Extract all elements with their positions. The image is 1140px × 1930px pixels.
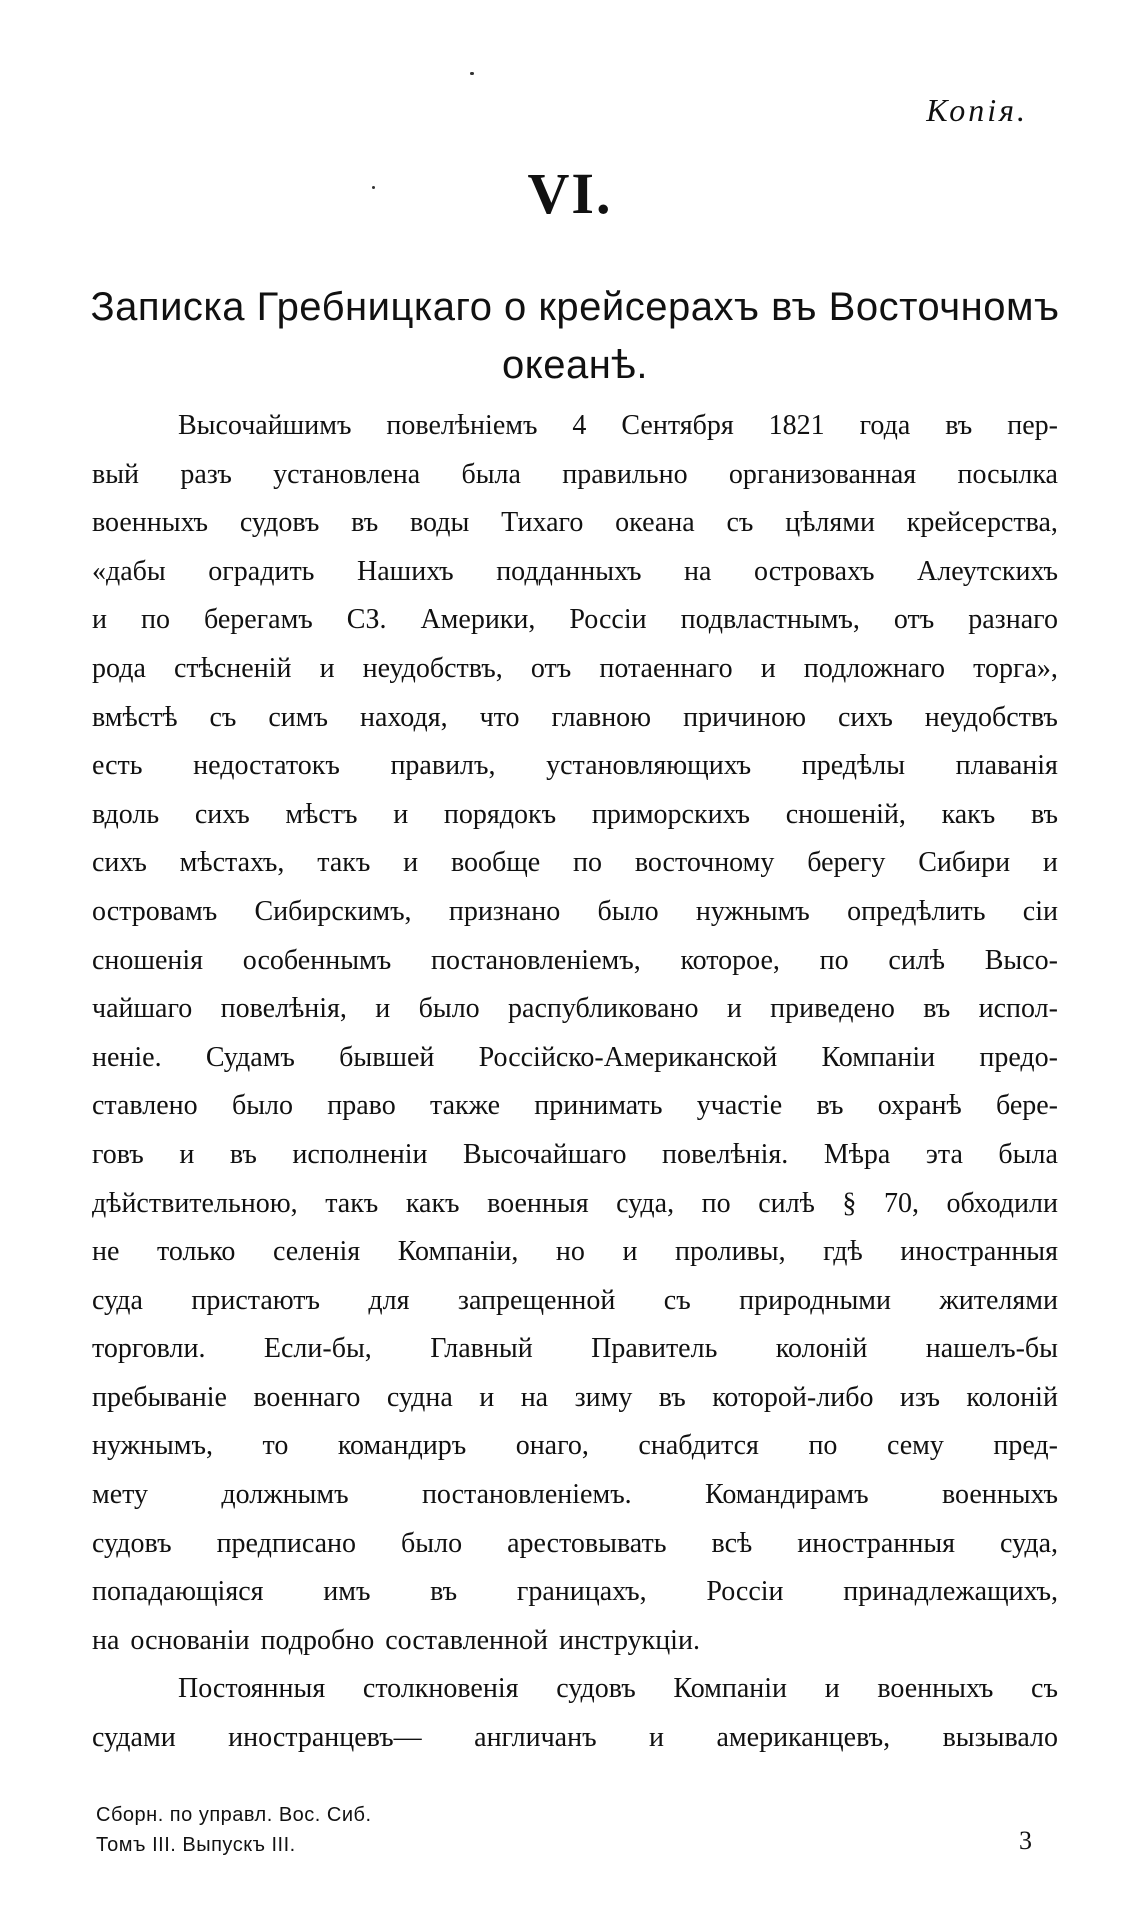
- body-word: зиму: [574, 1381, 633, 1413]
- body-word: Командирамъ: [705, 1479, 869, 1511]
- body-word: суда,: [1000, 1527, 1058, 1559]
- body-word: какъ: [941, 798, 996, 830]
- body-word: §: [842, 1187, 857, 1219]
- body-word: обходили: [946, 1187, 1058, 1219]
- body-word: и: [479, 1381, 495, 1413]
- body-word: командиръ: [337, 1430, 467, 1462]
- body-word: находя,: [359, 701, 448, 733]
- body-word: то: [262, 1430, 289, 1462]
- body-word: жителями: [939, 1284, 1058, 1316]
- body-word: Компаніи: [673, 1673, 788, 1705]
- body-word: пристаютъ: [191, 1284, 321, 1316]
- body-word: неудобствъ,: [362, 652, 503, 684]
- body-word: вый: [92, 458, 140, 490]
- body-word: въ: [923, 993, 951, 1025]
- body-word: Постоянныя: [178, 1673, 326, 1705]
- body-word: постановленіемъ,: [430, 944, 641, 976]
- body-word: сихъ: [92, 847, 147, 879]
- body-word: говъ: [92, 1138, 144, 1170]
- body-word: организованная: [728, 458, 917, 490]
- body-word: было: [418, 993, 480, 1025]
- body-word: въ: [658, 1381, 686, 1413]
- body-word: и: [1042, 847, 1058, 879]
- body-line: [92, 596, 1058, 645]
- body-word: Правитель: [591, 1333, 718, 1365]
- body-word: судовъ: [556, 1673, 636, 1705]
- body-word: была: [998, 1138, 1058, 1170]
- print-speck: [470, 72, 474, 75]
- body-word: такъ: [317, 847, 371, 879]
- body-line: [92, 1277, 1058, 1326]
- body-word: повелѣнія,: [220, 993, 347, 1025]
- page-number: 3: [1019, 1826, 1032, 1855]
- body-line: [92, 1180, 1058, 1229]
- body-word: право: [327, 1090, 396, 1122]
- body-word: порядокъ: [443, 798, 557, 830]
- footer-source-citation: [96, 1800, 372, 1860]
- body-word: повелѣніемъ: [386, 410, 538, 441]
- body-word: воды: [410, 507, 470, 539]
- body-word: мѣстахъ,: [179, 847, 285, 879]
- body-word: эта: [925, 1138, 963, 1170]
- body-word: Высочайшаго: [463, 1138, 627, 1170]
- body-word: подвластнымъ,: [680, 604, 860, 636]
- body-word: потаеннаго: [599, 652, 733, 684]
- body-word: симъ: [268, 701, 328, 733]
- footer-source-line-2: Томъ III. Выпускъ III.: [96, 1834, 296, 1856]
- body-word: Нашихъ: [357, 555, 454, 587]
- title-line-1: Записка Гребницкаго о крейсерахъ въ Восточномъ: [90, 285, 1060, 329]
- body-word: участіе: [696, 1090, 783, 1122]
- body-line: [92, 694, 1058, 743]
- body-line: [92, 985, 1058, 1034]
- body-word: островахъ: [754, 555, 875, 587]
- body-word: охранѣ: [877, 1090, 962, 1122]
- body-word: и: [92, 604, 107, 636]
- body-word: силѣ: [758, 1187, 815, 1219]
- body-word: и: [824, 1673, 840, 1705]
- body-word: по: [573, 847, 602, 879]
- body-word: съ: [209, 701, 237, 733]
- body-word: которое,: [680, 944, 780, 976]
- body-line: [92, 1471, 1058, 1520]
- body-word: только: [156, 1236, 236, 1268]
- body-word: гдѣ: [823, 1236, 863, 1268]
- body-word: военныхъ: [877, 1673, 994, 1705]
- body-line: [92, 1714, 1058, 1763]
- body-word: Алеутскихъ: [917, 555, 1058, 587]
- body-word: признано: [448, 895, 561, 927]
- body-word: пер-: [1007, 410, 1058, 441]
- body-word: Компаніи,: [397, 1236, 519, 1268]
- body-word: англичанъ: [474, 1722, 597, 1754]
- body-word: проливы,: [674, 1236, 786, 1268]
- body-word: плаванія: [955, 750, 1058, 782]
- body-word: чайшаго: [92, 993, 193, 1025]
- body-word: Сибирскимъ,: [254, 895, 412, 927]
- body-word: была: [461, 458, 521, 490]
- body-word: Россійско-Американской: [478, 1041, 778, 1073]
- body-word: бывшей: [339, 1041, 435, 1073]
- body-word: повелѣнія.: [662, 1138, 789, 1170]
- body-word: Высочайшимъ: [178, 410, 352, 441]
- body-word: рода: [92, 652, 146, 684]
- body-word: Россіи: [706, 1576, 784, 1608]
- body-word: иностранныя: [900, 1236, 1058, 1268]
- body-word: имъ: [323, 1576, 371, 1608]
- body-word: приморскихъ: [591, 798, 750, 830]
- body-word: въ: [816, 1090, 844, 1122]
- body-line: [92, 451, 1058, 500]
- body-word: Главный: [430, 1333, 533, 1365]
- body-word: мету: [92, 1479, 149, 1511]
- body-word: исполненіи: [292, 1138, 428, 1170]
- body-word: отъ: [530, 652, 572, 684]
- body-line: [92, 742, 1058, 791]
- body-word: установляющихъ: [546, 750, 752, 782]
- body-word: цѣлями: [785, 507, 875, 539]
- body-word: въ: [229, 1138, 257, 1170]
- body-word: испол-: [978, 993, 1058, 1025]
- body-word: Сибири: [918, 847, 1011, 879]
- body-line: [92, 1325, 1058, 1374]
- body-word: пребываніе: [92, 1381, 227, 1413]
- body-word: и: [375, 993, 391, 1025]
- body-word: 1821: [768, 410, 825, 441]
- body-word: и: [649, 1722, 665, 1754]
- body-word: берегу: [807, 847, 886, 879]
- body-line: [92, 1568, 1058, 1617]
- body-word: составленной: [385, 1624, 548, 1656]
- body-word: военныхъ: [941, 1479, 1058, 1511]
- body-word: суда: [92, 1284, 143, 1316]
- body-word: не: [92, 1236, 120, 1268]
- body-word: по: [701, 1187, 731, 1219]
- body-word: 70,: [883, 1187, 919, 1219]
- body-word: всѣ: [711, 1527, 753, 1559]
- body-line: [92, 888, 1058, 937]
- body-word: суда,: [616, 1187, 675, 1219]
- body-word: недостатокъ: [193, 750, 340, 782]
- body-word: военнаго: [253, 1381, 361, 1413]
- body-word: вообще: [450, 847, 541, 879]
- body-word: островамъ: [92, 895, 218, 927]
- copy-mark: Копія.: [926, 92, 1028, 128]
- body-word: есть: [92, 750, 143, 782]
- body-word: природными: [739, 1284, 892, 1316]
- body-word: судами: [92, 1722, 176, 1754]
- body-word: оградить: [208, 555, 315, 587]
- body-word: принадлежащихъ,: [843, 1576, 1058, 1608]
- body-word: бере-: [995, 1090, 1058, 1122]
- body-word: Если-бы,: [263, 1333, 372, 1365]
- body-word: сихъ: [194, 798, 250, 830]
- body-line: [92, 839, 1058, 888]
- body-line: [92, 499, 1058, 548]
- body-word: причиною: [683, 701, 807, 733]
- body-line: [92, 1665, 1058, 1714]
- body-word: было: [597, 895, 659, 927]
- body-word: американцевъ,: [716, 1722, 891, 1754]
- body-word: вдоль: [92, 798, 160, 830]
- body-word: берегамъ: [203, 604, 313, 636]
- body-word: судовъ: [239, 507, 320, 539]
- body-word: Высо-: [984, 944, 1058, 976]
- body-word: колоній: [966, 1381, 1058, 1413]
- body-word: дѣйствительною,: [92, 1187, 298, 1219]
- body-word: и: [403, 847, 419, 879]
- body-word: Россіи: [569, 604, 647, 636]
- body-word: изъ: [899, 1381, 940, 1413]
- body-word: разнаго: [968, 604, 1058, 636]
- body-word: сему: [886, 1430, 944, 1462]
- body-word: Сентября: [621, 410, 734, 441]
- body-word: по: [140, 604, 170, 636]
- body-word: океана: [615, 507, 695, 539]
- body-word: посылка: [957, 458, 1058, 490]
- body-word: нужнымъ,: [92, 1430, 213, 1462]
- body-word: вмѣстѣ: [92, 701, 178, 733]
- body-line: [92, 1374, 1058, 1423]
- body-word: и: [726, 993, 742, 1025]
- body-word: распубликовано: [508, 993, 699, 1025]
- body-word: нашелъ-бы: [925, 1333, 1058, 1365]
- body-line: [92, 645, 1058, 694]
- body-word: но: [555, 1236, 585, 1268]
- body-word: «дабы: [92, 555, 166, 587]
- body-word: подданныхъ: [496, 555, 642, 587]
- body-word: арестовывать: [507, 1527, 667, 1559]
- body-word: попадающіяся: [92, 1576, 264, 1608]
- body-word: правильно: [562, 458, 688, 490]
- body-word: стѣсненій: [173, 652, 292, 684]
- body-line: [92, 548, 1058, 597]
- body-word: Компаніи: [821, 1041, 936, 1073]
- body-word: приведено: [770, 993, 895, 1025]
- body-word: правилъ,: [390, 750, 496, 782]
- body-word: отъ: [893, 604, 935, 636]
- body-word: пред-: [993, 1430, 1058, 1462]
- body-word: было: [231, 1090, 293, 1122]
- body-word: 4: [572, 410, 587, 441]
- body-line: [92, 1131, 1058, 1180]
- body-word: Судамъ: [205, 1041, 295, 1073]
- body-word: неніе.: [92, 1041, 162, 1073]
- body-line: [92, 791, 1058, 840]
- body-word: было: [401, 1527, 463, 1559]
- body-word: военныя: [487, 1187, 589, 1219]
- body-word: инструкціи.: [558, 1624, 700, 1656]
- body-word: опредѣлить: [847, 895, 986, 927]
- body-line: [92, 1617, 1058, 1666]
- body-word: торга»,: [973, 652, 1058, 684]
- body-word: по: [819, 944, 849, 976]
- body-word: снабдится: [638, 1430, 759, 1462]
- body-word: СЗ.: [346, 604, 387, 636]
- body-word: разъ: [180, 458, 232, 490]
- body-word: мѣстъ: [285, 798, 358, 830]
- body-word: подробно: [260, 1624, 375, 1656]
- body-word: торговли.: [92, 1333, 206, 1365]
- body-word: установлена: [273, 458, 421, 490]
- body-word: силѣ: [888, 944, 945, 976]
- body-word: и: [319, 652, 335, 684]
- body-text: [92, 402, 1058, 1763]
- body-word: въ: [1030, 798, 1058, 830]
- body-word: столкновенія: [362, 1673, 519, 1705]
- body-word: иностранцевъ—: [228, 1722, 422, 1754]
- body-word: предо-: [979, 1041, 1058, 1073]
- body-word: которой-либо: [712, 1381, 874, 1413]
- body-word: постановленіемъ.: [421, 1479, 632, 1511]
- body-line: [92, 1082, 1058, 1131]
- body-word: судна: [386, 1381, 453, 1413]
- body-word: Тихаго: [501, 507, 584, 539]
- body-word: для: [368, 1284, 410, 1316]
- title-line-2: океанѣ.: [502, 343, 648, 387]
- body-word: и: [622, 1236, 638, 1268]
- body-word: принимать: [534, 1090, 663, 1122]
- body-word: какъ: [405, 1187, 460, 1219]
- body-word: главною: [551, 701, 652, 733]
- body-word: на: [92, 1624, 120, 1656]
- body-word: съ: [1031, 1673, 1058, 1705]
- body-word: иностранныя: [797, 1527, 956, 1559]
- body-word: и: [393, 798, 409, 830]
- body-word: сношеній,: [785, 798, 906, 830]
- body-word: по: [808, 1430, 838, 1462]
- body-line: [92, 1422, 1058, 1471]
- body-word: восточному: [634, 847, 775, 879]
- body-word: что: [479, 701, 520, 733]
- footer-source-line-1: Сборн. по управл. Вос. Сиб.: [96, 1804, 372, 1826]
- body-line: [92, 937, 1058, 986]
- body-word: колоній: [775, 1333, 868, 1365]
- body-word: такъ: [325, 1187, 379, 1219]
- body-line: [92, 402, 1058, 451]
- body-word: ставлено: [92, 1090, 198, 1122]
- body-word: Мѣра: [823, 1138, 891, 1170]
- body-word: судовъ: [92, 1527, 172, 1559]
- body-word: сношенія: [92, 944, 204, 976]
- body-line: [92, 1034, 1058, 1083]
- body-word: сихъ: [837, 701, 893, 733]
- body-word: нужнымъ: [695, 895, 810, 927]
- body-word: запрещенной: [457, 1284, 616, 1316]
- body-word: основаніи: [130, 1624, 250, 1656]
- body-word: вызывало: [942, 1722, 1058, 1754]
- body-word: границахъ,: [516, 1576, 647, 1608]
- body-word: въ: [351, 507, 379, 539]
- document-title: [80, 278, 1070, 394]
- body-word: и: [179, 1138, 195, 1170]
- body-word: подложнаго: [803, 652, 946, 684]
- body-word: и: [760, 652, 776, 684]
- body-word: селенія: [272, 1236, 361, 1268]
- body-word: Америки,: [420, 604, 536, 636]
- body-word: особеннымъ: [242, 944, 392, 976]
- body-word: предписано: [216, 1527, 357, 1559]
- body-word: должнымъ: [221, 1479, 349, 1511]
- body-word: онаго,: [515, 1430, 589, 1462]
- body-word: также: [430, 1090, 501, 1122]
- body-word: предѣлы: [801, 750, 906, 782]
- body-word: въ: [945, 410, 973, 441]
- body-word: года: [859, 410, 911, 441]
- body-line: [92, 1520, 1058, 1569]
- body-word: на: [684, 555, 712, 587]
- body-word: съ: [726, 507, 754, 539]
- body-word: военныхъ: [92, 507, 208, 539]
- body-line: [92, 1228, 1058, 1277]
- body-word: сіи: [1022, 895, 1058, 927]
- body-word: на: [520, 1381, 549, 1413]
- body-word: крейсерства,: [906, 507, 1058, 539]
- body-word: съ: [663, 1284, 691, 1316]
- section-number: VI.: [527, 161, 613, 226]
- body-word: въ: [430, 1576, 458, 1608]
- body-word: неудобствъ: [924, 701, 1058, 733]
